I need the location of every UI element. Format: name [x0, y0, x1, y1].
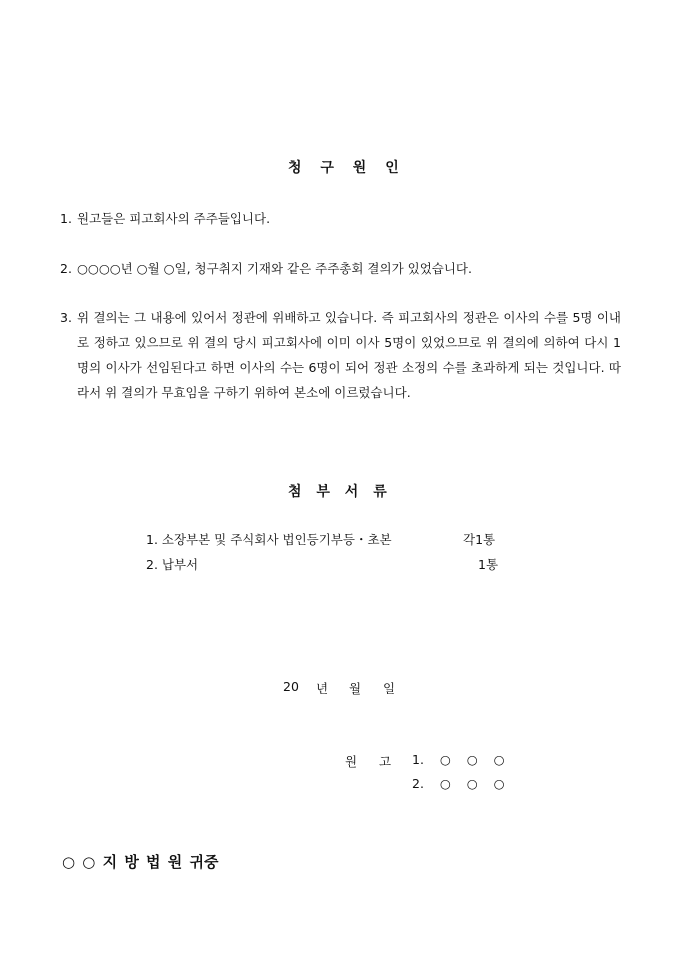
- attachments-heading: 첨 부 서 류: [288, 484, 387, 500]
- claim-item-number: 1.: [60, 211, 72, 226]
- date-day-unit: 일: [383, 681, 396, 696]
- attachment-item-1-qty: 각1통: [463, 532, 496, 547]
- plaintiff-label: 원 고: [345, 754, 392, 769]
- claim-item-1: [60, 206, 640, 231]
- claims-heading: 청 구 원 인: [288, 160, 399, 176]
- claim-item-3: [60, 305, 640, 435]
- court-addressee: ○ ○ 지 방 법 원 귀중: [62, 853, 219, 871]
- date-year-unit: 년: [316, 681, 329, 696]
- claim-item-text: 원고들은 피고회사의 주주들입니다.: [77, 211, 271, 226]
- claim-item-2: [60, 256, 640, 281]
- claim-item-text: 위 결의는 그 내용에 있어서 정관에 위배하고 있습니다. 즉 피고회사의 정관은 이사의 수를 5명 이내로 정하고 있으므로 위 결의 당시 피고회사에 이미 이사 5명이 있었으므로 위 결의에 의하여 다시 1명의 이사가 선임된다고 하면 이사의 수는 6명이 되어 정관 소정의 수를 초과하게 되는 것입니다. 따라서 위 결의가 무효임을 구하기 위하여 본소에 이르렀습니다.: [77, 310, 621, 400]
- date-month-unit: 월: [349, 681, 362, 696]
- plaintiff-entry-2: 2. ○ ○ ○: [412, 776, 505, 791]
- plaintiff-entry-1: 1. ○ ○ ○: [412, 752, 505, 767]
- attachment-item-2-qty: 1통: [478, 557, 499, 572]
- claim-item-number: 2.: [60, 261, 72, 276]
- claim-item-number: 3.: [60, 310, 72, 325]
- date-year: 20: [283, 679, 299, 694]
- attachment-item-2-label: 2. 납부서: [146, 557, 199, 572]
- attachment-item-1-label: 1. 소장부본 및 주식회사 법인등기부등・초본: [146, 532, 392, 547]
- claim-item-text: ○○○○년 ○월 ○일, 청구취지 기재와 같은 주주총회 결의가 있었습니다.: [77, 261, 472, 276]
